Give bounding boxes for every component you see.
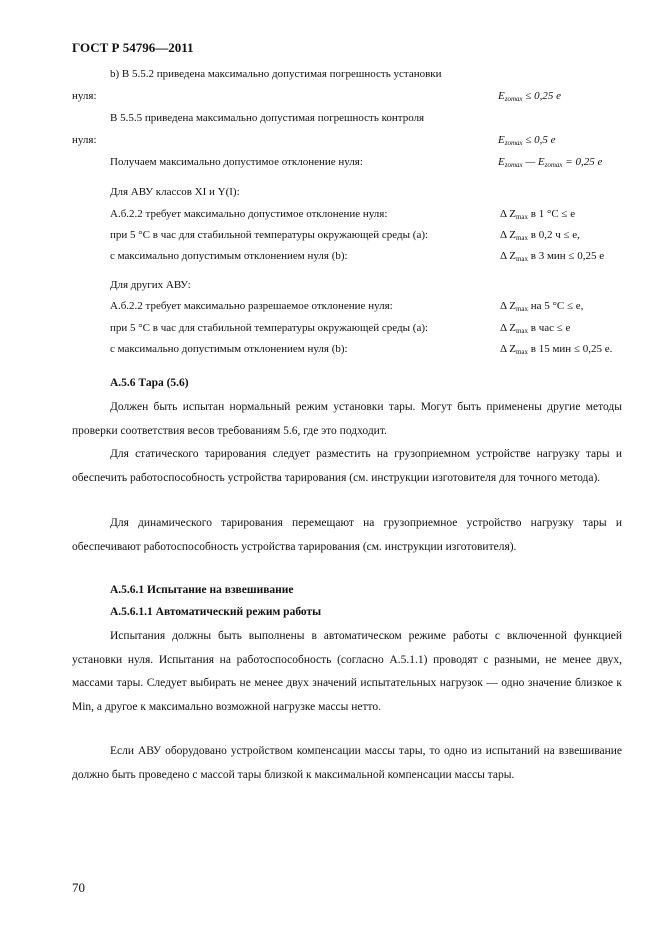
block-b-line2-left: нуля: [72, 90, 97, 102]
group2-row3-right: Δ $Z_{max}$ в 15 мин ≤ 0,25 e. [500, 343, 613, 356]
result-formula: $E_{zomax}$ — $E_{zomax} = 0,25$ e [498, 156, 603, 169]
block-b-line1: b) В 5.5.2 приведена максимально допустимая погрешность установки [110, 68, 442, 80]
group1-row3-left: с максимально допустимым отклонением нуля (b): [110, 250, 348, 262]
group2-row1-left: А.б.2.2 требует максимально разрешаемое отклонение нуля: [110, 300, 393, 312]
result-left: Получаем максимально допустимое отклонение нуля: [110, 156, 363, 168]
page-number: 70 [72, 880, 85, 895]
group1-title: Для АВУ классов XI и Y(I): [110, 186, 240, 198]
section-a56-paragraph-3: Для динамического тарирования перемещают на грузоприемное устройство нагрузку тары и обеспечивают работоспособность устройства тарирования (см. инструкции изготовителя). [72, 517, 622, 553]
group2-row2-left: при 5 °С в час для стабильной температуры окружающей среды (а): [110, 322, 429, 334]
section-a5611-paragraph-2: Если АВУ оборудовано устройством компенсации массы тары, то одно из испытаний на взвешивание должно быть проведено с массой тары близкой к максимальной компенсации массы тары. [72, 745, 622, 781]
document-header: ГОСТ Р 54796—2011 [72, 40, 194, 55]
block-b-formula: $E_{zomax} \le 0,25$ e [498, 90, 562, 103]
group2-row3-left: с максимально допустимым отклонением нуля (b): [110, 343, 348, 355]
group1-row2-left: при 5 °С в час для стабильной температуры окружающей среды (а): [110, 229, 429, 241]
section-a5611-paragraph-1: Испытания должны быть выполнены в автоматическом режиме работы с включенной функцией установки нуля. Испытания на работоспособность (согласно А.5.1.1) проводят с разными, не менее двух, массами тары. Следует выбирать не менее двух значений испытательных нагрузок — одно значение близкое к Min, а другое к максимально возможной нагрузке массы нетто. [72, 630, 622, 713]
section-a5611-heading: А.5.6.1.1 Автоматический режим работы [110, 606, 322, 618]
block-c-line1: В 5.5.5 приведена максимально допустимая погрешность контроля [110, 112, 425, 124]
group2-row1-right: Δ $Z_{max}$ на 5 °С ≤ e, [500, 300, 584, 313]
group1-row2-right: Δ $Z_{max}$ в 0,2 ч ≤ e, [500, 229, 580, 242]
group1-row3-right: Δ $Z_{max}$ в 3 мин ≤ 0,25 e [500, 250, 605, 263]
section-a561-heading: А.5.6.1 Испытание на взвешивание [110, 584, 294, 596]
section-a56-paragraph-1: Должен быть испытан нормальный режим установки тары. Могут быть применены другие методы проверки соответствия весов требованиям 5.6, где это подходит. [72, 401, 622, 437]
group1-row1-right: Δ $Z_{max}$ в 1 °С ≤ e [500, 208, 576, 221]
section-a56-heading: А.5.6 Тара (5.6) [110, 377, 189, 389]
group1-row1-left: А.б.2.2 требует максимально допустимое отклонение нуля: [110, 208, 388, 220]
block-c-formula: $E_{zomax} \le 0,5$ e [498, 134, 556, 147]
group2-row2-right: Δ $Z_{max}$ в час ≤ e [500, 322, 571, 335]
block-c-line2-left: нуля: [72, 134, 97, 146]
group2-title: Для других АВУ: [110, 279, 191, 291]
section-a56-paragraph-2: Для статического тарирования следует разместить на грузоприемном устройстве нагрузку тары и обеспечить работоспособность устройства тарирования (см. инструкции изготовителя для точного метода). [72, 448, 622, 484]
